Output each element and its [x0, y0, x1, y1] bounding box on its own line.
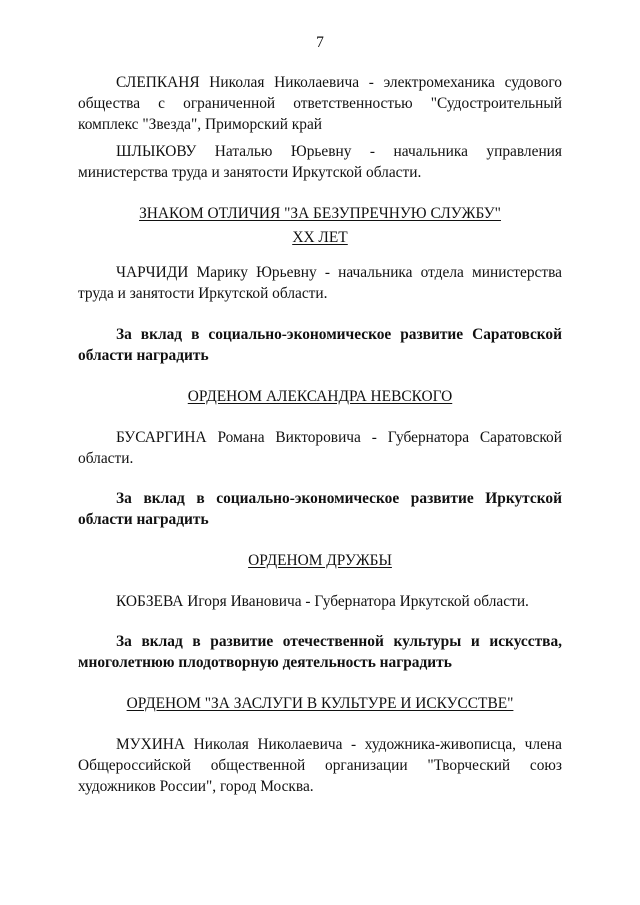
award-heading-line-2: XX ЛЕТ [292, 229, 348, 246]
award-heading-nevsky [0, 386, 640, 407]
award-recipient-mukhin: МУХИНА Николая Николаевича - художника-живописца, члена Общероссийской общественной организации "Творческий союз художников России", город Москва. [78, 736, 562, 795]
award-intro-culture: За вклад в развитие отечественной культуры и искусства, многолетнюю плодотворную деятельность наградить [78, 633, 562, 671]
award-heading-znak-otlichiya [0, 203, 640, 248]
award-heading-line-1: ЗНАКОМ ОТЛИЧИЯ "ЗА БЕЗУПРЕЧНУЮ СЛУЖБУ" [139, 205, 501, 222]
award-recipient-slepkan: СЛЕПКАНЯ Николая Николаевича - электромеханика судового общества с ограниченной ответственностью "Судостроительный комплекс "Звезда", Приморский край [78, 74, 562, 133]
award-heading-culture [0, 693, 640, 714]
award-heading-druzhby-text: ОРДЕНОМ ДРУЖБЫ [248, 552, 392, 569]
award-heading-nevsky-text: ОРДЕНОМ АЛЕКСАНДРА НЕВСКОГО [187, 388, 453, 405]
award-recipient-charchidi: ЧАРЧИДИ Марику Юрьевну - начальника отдела министерства труда и занятости Иркутской области. [78, 264, 562, 302]
page-number: 7 [316, 34, 324, 51]
award-recipient-shlykova: ШЛЫКОВУ Наталью Юрьевну - начальника управления министерства труда и занятости Иркутской области. [78, 143, 562, 181]
award-heading-druzhby [0, 550, 640, 571]
award-heading-culture-text: ОРДЕНОМ "ЗА ЗАСЛУГИ В КУЛЬТУРЕ И ИСКУССТВЕ" [126, 695, 514, 712]
award-recipient-kobzev: КОБЗЕВА Игоря Ивановича - Губернатора Иркутской области. [116, 593, 529, 610]
award-recipient-busargin: БУСАРГИНА Романа Викторовича - Губернатора Саратовской области. [78, 429, 562, 467]
award-intro-saratov: За вклад в социально-экономическое развитие Саратовской области наградить [78, 326, 562, 364]
award-intro-irkutsk: За вклад в социально-экономическое развитие Иркутской области наградить [78, 490, 562, 528]
